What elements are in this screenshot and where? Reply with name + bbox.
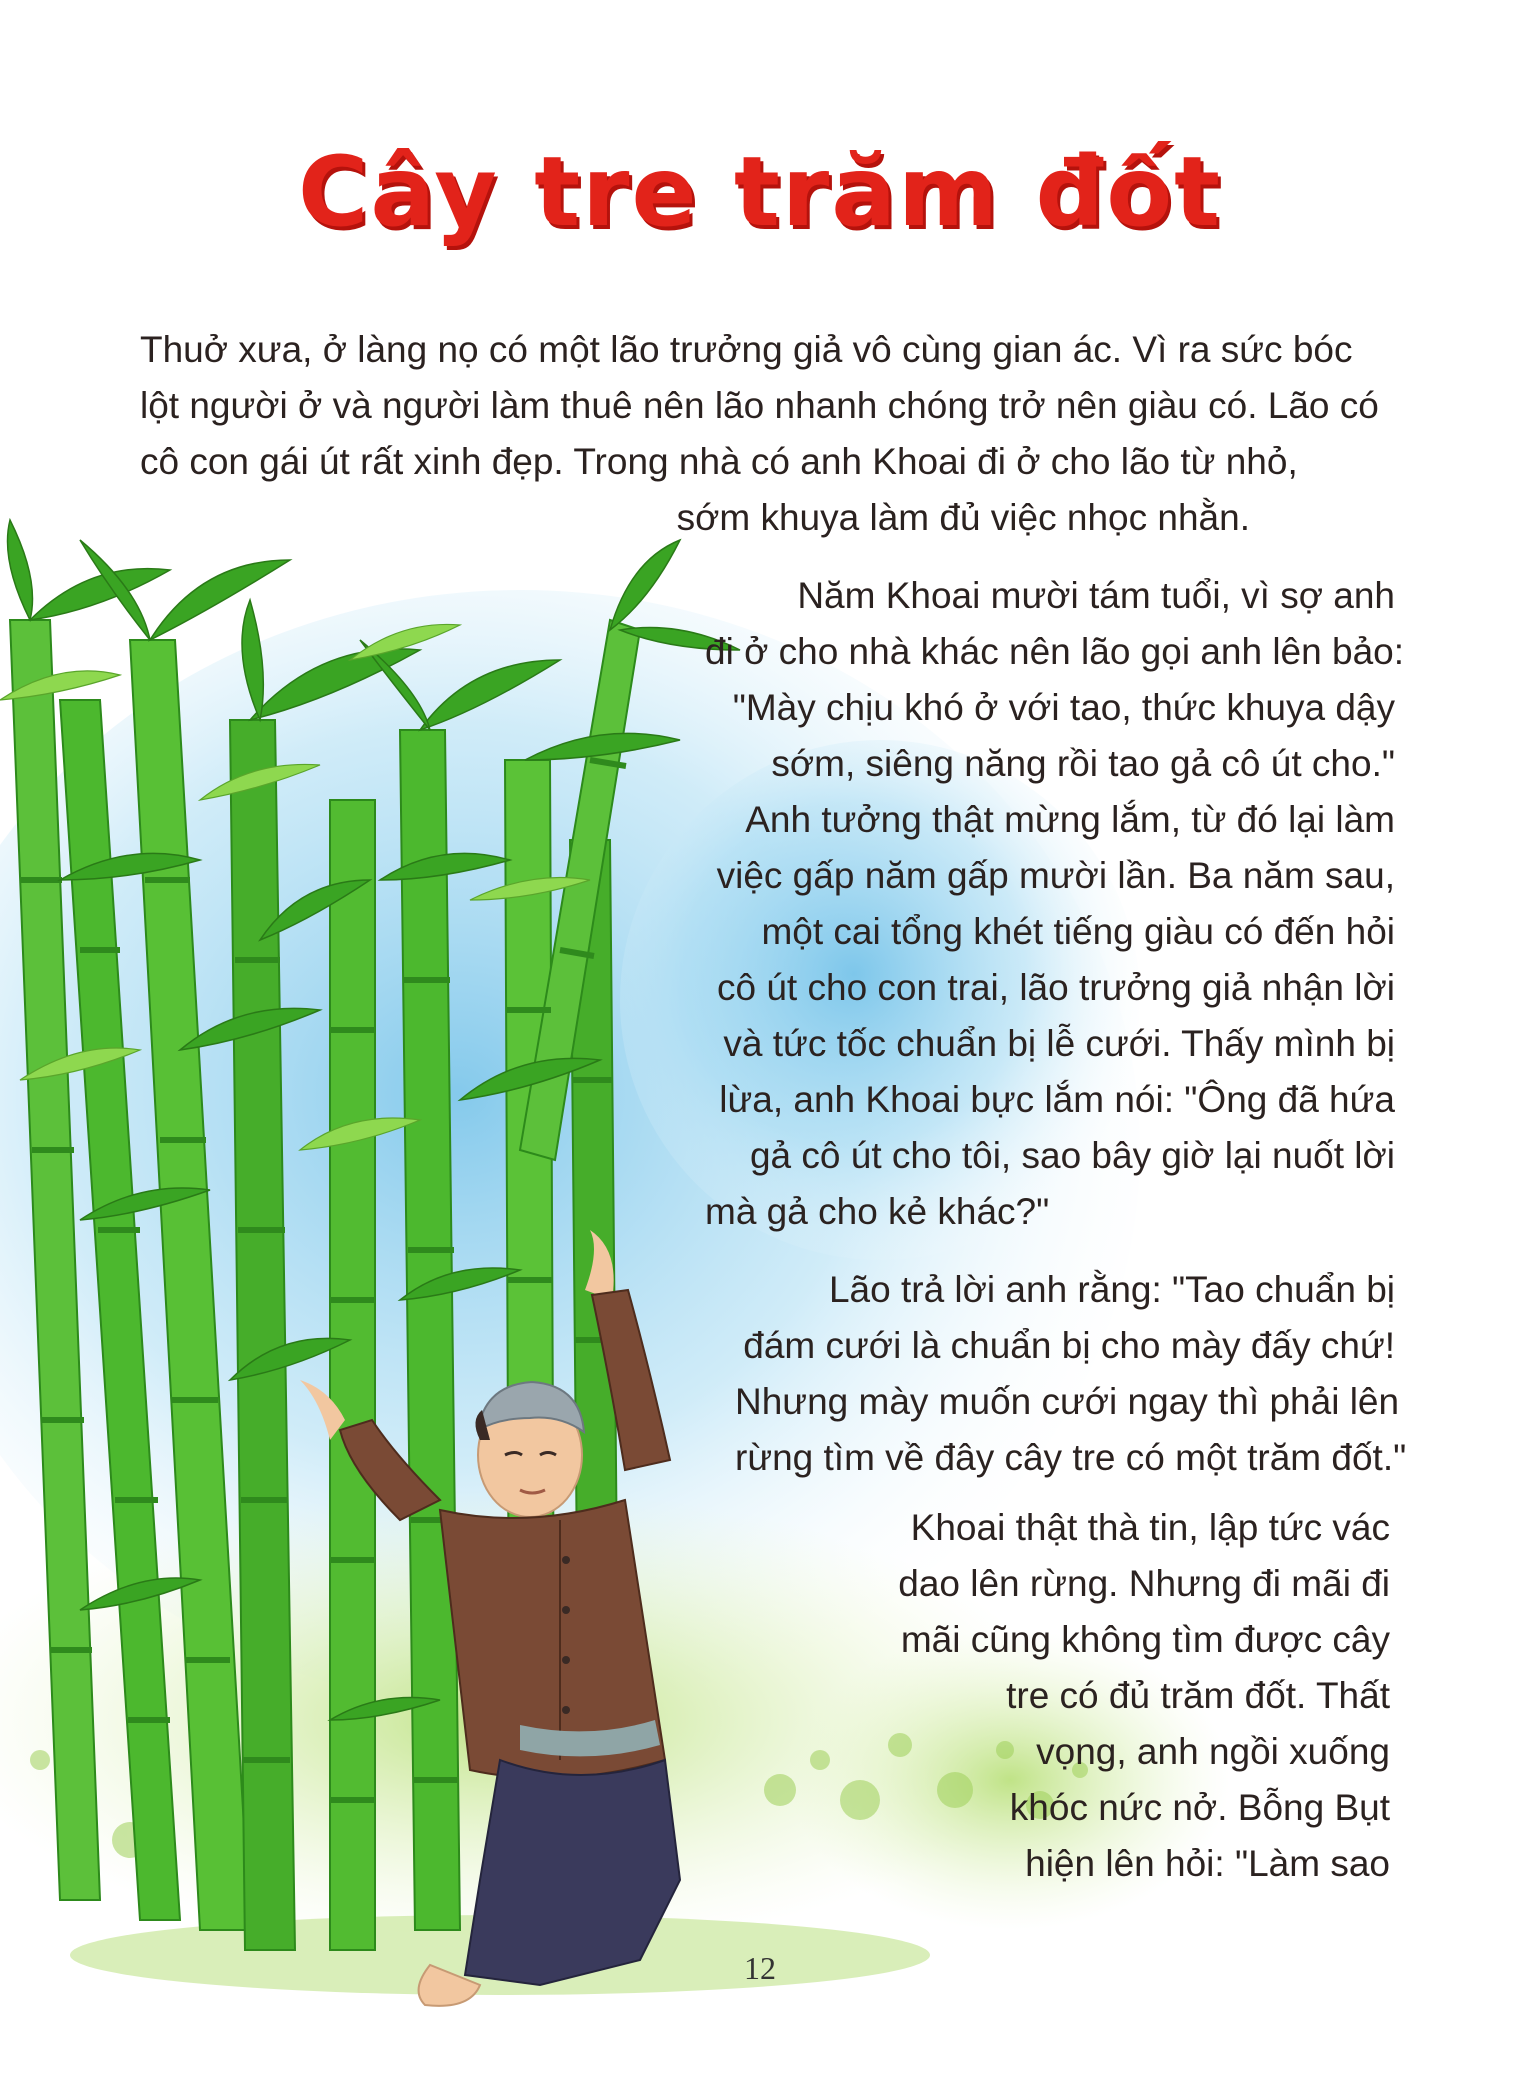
text-line: Lão trả lời anh rằng: "Tao chuẩn bị <box>828 1269 1395 1310</box>
text-line: "Mày chịu khó ở với tao, thức khuya dậy <box>732 687 1395 728</box>
paragraph-1 <box>140 322 1379 546</box>
text-line: và tức tốc chuẩn bị lễ cưới. Thấy mình bị <box>723 1023 1395 1064</box>
text-line: một cai tổng khét tiếng giàu có đến hỏi <box>761 911 1395 952</box>
paragraph-4 <box>820 1500 1390 1892</box>
text-line: gả cô út cho tôi, sao bây giờ lại nuốt lời <box>749 1135 1395 1176</box>
text-line: lột người ở và người làm thuê nên lão nhanh chóng trở nên giàu có. Lão có <box>140 385 1379 426</box>
text-line: sớm, siêng năng rồi tao gả cô út cho." <box>771 743 1395 784</box>
text-line: mà gả cho kẻ khác?" <box>705 1191 1050 1232</box>
text-line: Nhưng mày muốn cưới ngay thì phải lên <box>735 1381 1400 1422</box>
text-line: đám cưới là chuẩn bị cho mày đấy chứ! <box>743 1325 1395 1366</box>
text-line: việc gấp năm gấp mười lần. Ba năm sau, <box>716 855 1395 896</box>
page-number: 12 <box>744 1950 776 1986</box>
text-line: tre có đủ trăm đốt. Thất <box>1006 1675 1390 1716</box>
paragraph-3 <box>735 1262 1407 1486</box>
text-line: Khoai thật thà tin, lập tức vác <box>910 1507 1390 1548</box>
story-title: Cây tre trăm đốt <box>297 136 1223 248</box>
text-line: cô con gái út rất xinh đẹp. Trong nhà có anh Khoai đi ở cho lão từ nhỏ, <box>140 441 1298 482</box>
text-line: sớm khuya làm đủ việc nhọc nhằn. <box>676 497 1250 538</box>
text-line: Năm Khoai mười tám tuổi, vì sợ anh <box>797 575 1395 616</box>
text-line: rừng tìm về đây cây tre có một trăm đốt." <box>735 1437 1407 1478</box>
text-line: đi ở cho nhà khác nên lão gọi anh lên bảo: <box>705 631 1405 672</box>
text-line: hiện lên hỏi: "Làm sao <box>1025 1843 1390 1884</box>
paragraph-2 <box>705 568 1405 1240</box>
text-line: mãi cũng không tìm được cây <box>900 1619 1390 1660</box>
text-line: cô út cho con trai, lão trưởng giả nhận lời <box>717 967 1395 1008</box>
text-line: Anh tưởng thật mừng lắm, từ đó lại làm <box>745 799 1395 840</box>
text-line: khóc nức nở. Bỗng Bụt <box>1009 1787 1390 1828</box>
text-line: dao lên rừng. Nhưng đi mãi đi <box>898 1563 1390 1604</box>
text-line: vọng, anh ngồi xuống <box>1036 1731 1390 1772</box>
text-line: lừa, anh Khoai bực lắm nói: "Ông đã hứa <box>719 1079 1395 1120</box>
text-line: Thuở xưa, ở làng nọ có một lão trưởng giả vô cùng gian ác. Vì ra sức bóc <box>140 329 1353 370</box>
